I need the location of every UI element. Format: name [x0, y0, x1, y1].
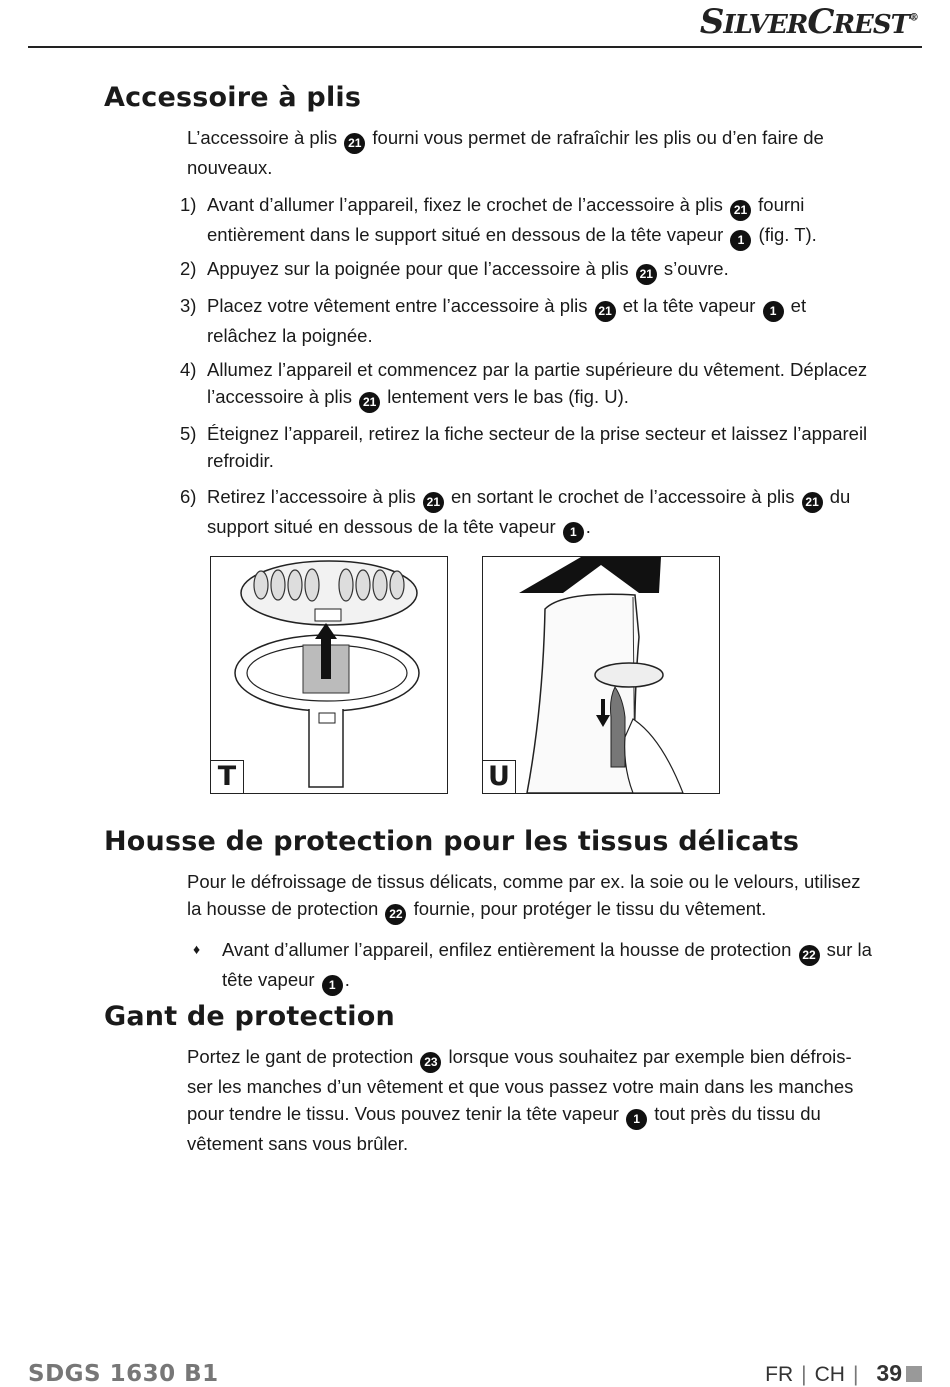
ref-badge-21: 21: [730, 200, 751, 221]
step-5: 5) Éteignez l’appareil, retirez la fiche secteur de la prise secteur et laissez l’appareil refroidir.: [180, 423, 868, 471]
ref-badge-23: 23: [420, 1052, 441, 1073]
ref-badge-21: 21: [636, 264, 657, 285]
ref-badge-1: 1: [322, 975, 343, 996]
brand-logo: SILVERCREST®: [699, 2, 918, 42]
ref-badge-22: 22: [799, 945, 820, 966]
intro-housse: Pour le défroissage de tissus délicats, comme par ex. la soie ou le velours, utilisez la housse de protection 22 fournie, pour protéger le tissu du vêtement.: [187, 868, 877, 925]
ref-badge-1: 1: [626, 1109, 647, 1130]
figure-label-u: U: [483, 760, 516, 793]
lang-ch: CH: [814, 1363, 845, 1386]
square-marker-icon: [906, 1366, 922, 1382]
step-2: 2) Appuyez sur la poignée pour que l’accessoire à plis 21 s’ouvre.: [180, 255, 880, 285]
step-1: 1) Avant d’allumer l’appareil, fixez le crochet de l’accessoire à plis 21 fourni entièrement dans le support situé en dessous de la tête vapeur 1 (fig. T).: [180, 191, 880, 251]
diamond-bullet-icon: ♦: [193, 941, 201, 957]
heading-housse: Housse de protection pour les tissus délicats: [104, 826, 800, 857]
intro-gant: Portez le gant de protection 23 lorsque vous souhaitez par exemple bien défrois-ser les manches d’un vêtement et que vous passez votre main dans les manches pour tendre le tissu. Vous pouvez tenir la tête vapeur 1 tout près du tissu du vêtement sans vous brûler.: [187, 1046, 854, 1154]
step-6: 6) Retirez l’accessoire à plis 21 en sortant le crochet de l’accessoire à plis 21 du support situé en dessous de la tête vapeur 1 .: [180, 483, 880, 543]
figure-t: [210, 556, 448, 794]
lang-fr: FR: [765, 1363, 794, 1386]
header-rule: [28, 46, 922, 48]
ref-badge-1: 1: [763, 301, 784, 322]
ref-badge-1: 1: [563, 522, 584, 543]
heading-gant: Gant de protection: [104, 1001, 395, 1032]
step-3: 3) Placez votre vêtement entre l’accessoire à plis 21 et la tête vapeur 1 et relâchez la poignée.: [180, 295, 807, 346]
pleat-attachment-illustration: [211, 557, 447, 793]
ref-badge-21: 21: [359, 392, 380, 413]
bullet-housse: ♦ Avant d’allumer l’appareil, enfilez entièrement la housse de protection 22 sur la tête vapeur 1 .: [193, 936, 873, 996]
heading-accessoire: Accessoire à plis: [104, 82, 362, 113]
ref-badge-21: 21: [595, 301, 616, 322]
steaming-garment-illustration: [483, 557, 719, 793]
step-4: 4) Allumez l’appareil et commencez par la partie supérieure du vêtement. Déplacez l’accessoire à plis 21 lentement vers le bas (fig. U).: [180, 356, 880, 413]
figure-u: [482, 556, 720, 794]
footer-page-info: FR | CH | 39: [765, 1360, 922, 1387]
figure-label-t: T: [211, 760, 244, 793]
ref-badge-21: 21: [802, 492, 823, 513]
ref-badge-21: 21: [423, 492, 444, 513]
ref-badge-22: 22: [385, 904, 406, 925]
intro-accessoire: L’accessoire à plis 21 fourni vous permet de rafraîchir les plis ou d’en faire de nouveaux.: [187, 127, 824, 178]
ref-badge-1: 1: [730, 230, 751, 251]
model-number: SDGS 1630 B1: [28, 1361, 219, 1387]
ref-badge-21: 21: [344, 133, 365, 154]
page-number: 39: [876, 1360, 902, 1386]
